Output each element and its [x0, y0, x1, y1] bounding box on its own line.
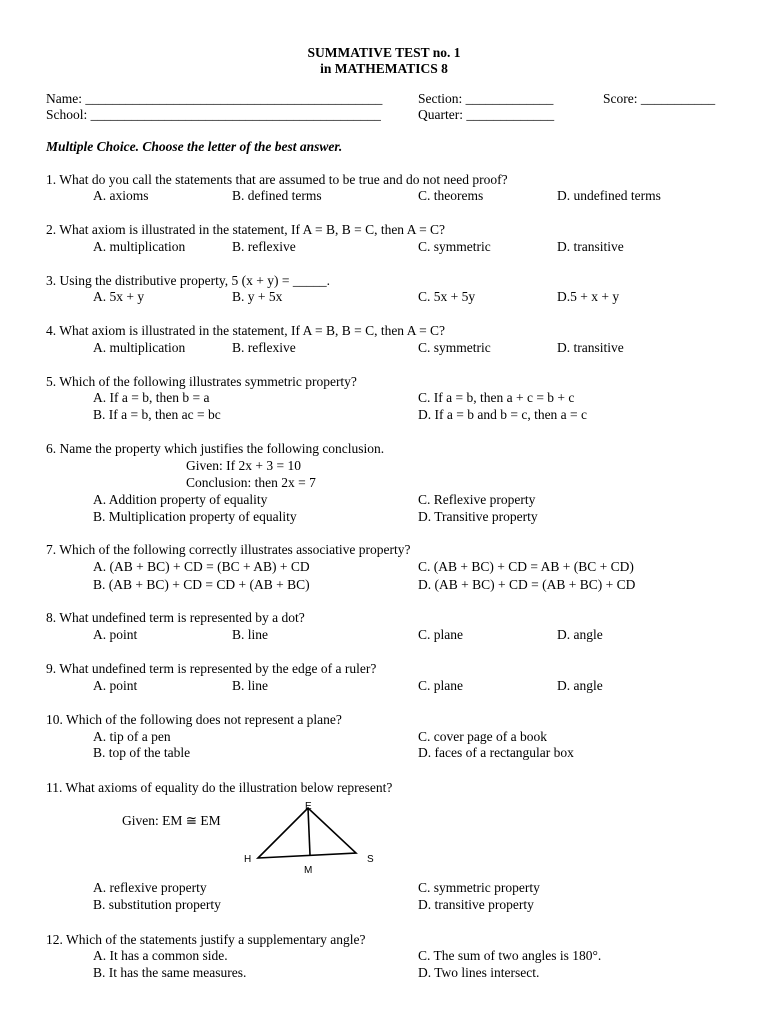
choice-a[interactable]: A. reflexive property: [93, 880, 207, 895]
question-stem: 6. Name the property which justifies the following conclusion.: [46, 441, 385, 456]
choice-b[interactable]: B. line: [232, 678, 268, 693]
segment-em: [308, 808, 310, 855]
question-stem: 9. What undefined term is represented by the edge of a ruler?: [46, 661, 377, 676]
choice-b[interactable]: B. reflexive: [232, 239, 296, 254]
question-stem: 12. Which of the statements justify a supplementary angle?: [46, 932, 366, 947]
choice-b[interactable]: B. substitution property: [93, 897, 221, 912]
school-field[interactable]: School: ___________________________________________: [46, 107, 381, 122]
section-field[interactable]: Section: _____________: [418, 91, 554, 106]
choice-b[interactable]: B. It has the same measures.: [93, 965, 247, 980]
vertex-label-s: S: [367, 854, 374, 865]
choice-b[interactable]: B. y + 5x: [232, 289, 283, 304]
vertex-label-e: E: [305, 801, 312, 812]
point-label-m: M: [304, 865, 313, 876]
choice-d[interactable]: D. transitive: [557, 340, 624, 355]
triangle-hes: [258, 808, 356, 858]
choice-a[interactable]: A. multiplication: [93, 239, 186, 254]
choice-c[interactable]: C. The sum of two angles is 180°.: [418, 948, 602, 963]
choice-a[interactable]: A. axioms: [93, 188, 149, 203]
choice-d[interactable]: D. (AB + BC) + CD = (AB + BC) + CD: [418, 577, 636, 592]
question-stem: 10. Which of the following does not represent a plane?: [46, 712, 342, 727]
choice-d[interactable]: D. transitive: [557, 239, 624, 254]
choice-b[interactable]: B. top of the table: [93, 745, 191, 760]
choice-d[interactable]: D.5 + x + y: [557, 289, 620, 304]
choice-d[interactable]: D. Transitive property: [418, 509, 538, 524]
choice-c[interactable]: C. (AB + BC) + CD = AB + (BC + CD): [418, 559, 634, 574]
choice-d[interactable]: D. If a = b and b = c, then a = c: [418, 407, 588, 422]
choice-c[interactable]: C. cover page of a book: [418, 729, 547, 744]
vertex-label-h: H: [244, 854, 252, 865]
conclusion-statement: Conclusion: then 2x = 7: [186, 475, 316, 490]
question-stem: 5. Which of the following illustrates symmetric property?: [46, 374, 357, 389]
choice-d[interactable]: D. undefined terms: [557, 188, 661, 203]
choice-c[interactable]: C. plane: [418, 678, 463, 693]
given-statement: Given: EM ≅ EM: [122, 813, 221, 828]
choice-b[interactable]: B. Multiplication property of equality: [93, 509, 297, 524]
choice-b[interactable]: B. defined terms: [232, 188, 322, 203]
test-title: SUMMATIVE TEST no. 1: [307, 45, 461, 60]
choice-a[interactable]: A. 5x + y: [93, 289, 145, 304]
question-stem: 7. Which of the following correctly illustrates associative property?: [46, 542, 411, 557]
question-stem: 3. Using the distributive property, 5 (x + y) = _____.: [46, 273, 330, 288]
choice-c[interactable]: C. symmetric: [418, 239, 491, 254]
choice-a[interactable]: A. tip of a pen: [93, 729, 171, 744]
choice-a[interactable]: A. If a = b, then b = a: [93, 390, 210, 405]
choice-d[interactable]: D. Two lines intersect.: [418, 965, 540, 980]
score-field[interactable]: Score: ___________: [603, 91, 716, 106]
choice-c[interactable]: C. theorems: [418, 188, 484, 203]
quarter-field[interactable]: Quarter: _____________: [418, 107, 555, 122]
test-subtitle: in MATHEMATICS 8: [320, 61, 448, 76]
choice-c[interactable]: C. symmetric: [418, 340, 491, 355]
choice-c[interactable]: C. If a = b, then a + c = b + c: [418, 390, 575, 405]
triangle-figure: [238, 798, 388, 878]
name-field[interactable]: Name: ____________________________________________: [46, 91, 383, 106]
choice-a[interactable]: A. multiplication: [93, 340, 186, 355]
question-stem: 2. What axiom is illustrated in the statement, If A = B, B = C, then A = C?: [46, 222, 446, 237]
choice-c[interactable]: C. 5x + 5y: [418, 289, 476, 304]
choice-a[interactable]: A. Addition property of equality: [93, 492, 268, 507]
question-stem: 8. What undefined term is represented by a dot?: [46, 610, 305, 625]
instructions: Multiple Choice. Choose the letter of the best answer.: [46, 139, 343, 154]
choice-c[interactable]: C. Reflexive property: [418, 492, 536, 507]
choice-b[interactable]: B. line: [232, 627, 268, 642]
choice-d[interactable]: D. angle: [557, 627, 603, 642]
choice-d[interactable]: D. transitive property: [418, 897, 534, 912]
choice-b[interactable]: B. reflexive: [232, 340, 296, 355]
question-stem: 4. What axiom is illustrated in the statement, If A = B, B = C, then A = C?: [46, 323, 446, 338]
question-stem: 1. What do you call the statements that are assumed to be true and do not need proof?: [46, 172, 508, 187]
choice-b[interactable]: B. (AB + BC) + CD = CD + (AB + BC): [93, 577, 310, 592]
choice-a[interactable]: A. point: [93, 627, 138, 642]
question-stem: 11. What axioms of equality do the illustration below represent?: [46, 780, 393, 795]
choice-a[interactable]: A. It has a common side.: [93, 948, 228, 963]
choice-c[interactable]: C. symmetric property: [418, 880, 540, 895]
given-statement: Given: If 2x + 3 = 10: [186, 458, 301, 473]
choice-d[interactable]: D. angle: [557, 678, 603, 693]
choice-d[interactable]: D. faces of a rectangular box: [418, 745, 574, 760]
choice-c[interactable]: C. plane: [418, 627, 463, 642]
choice-a[interactable]: A. point: [93, 678, 138, 693]
choice-a[interactable]: A. (AB + BC) + CD = (BC + AB) + CD: [93, 559, 310, 574]
choice-b[interactable]: B. If a = b, then ac = bc: [93, 407, 221, 422]
